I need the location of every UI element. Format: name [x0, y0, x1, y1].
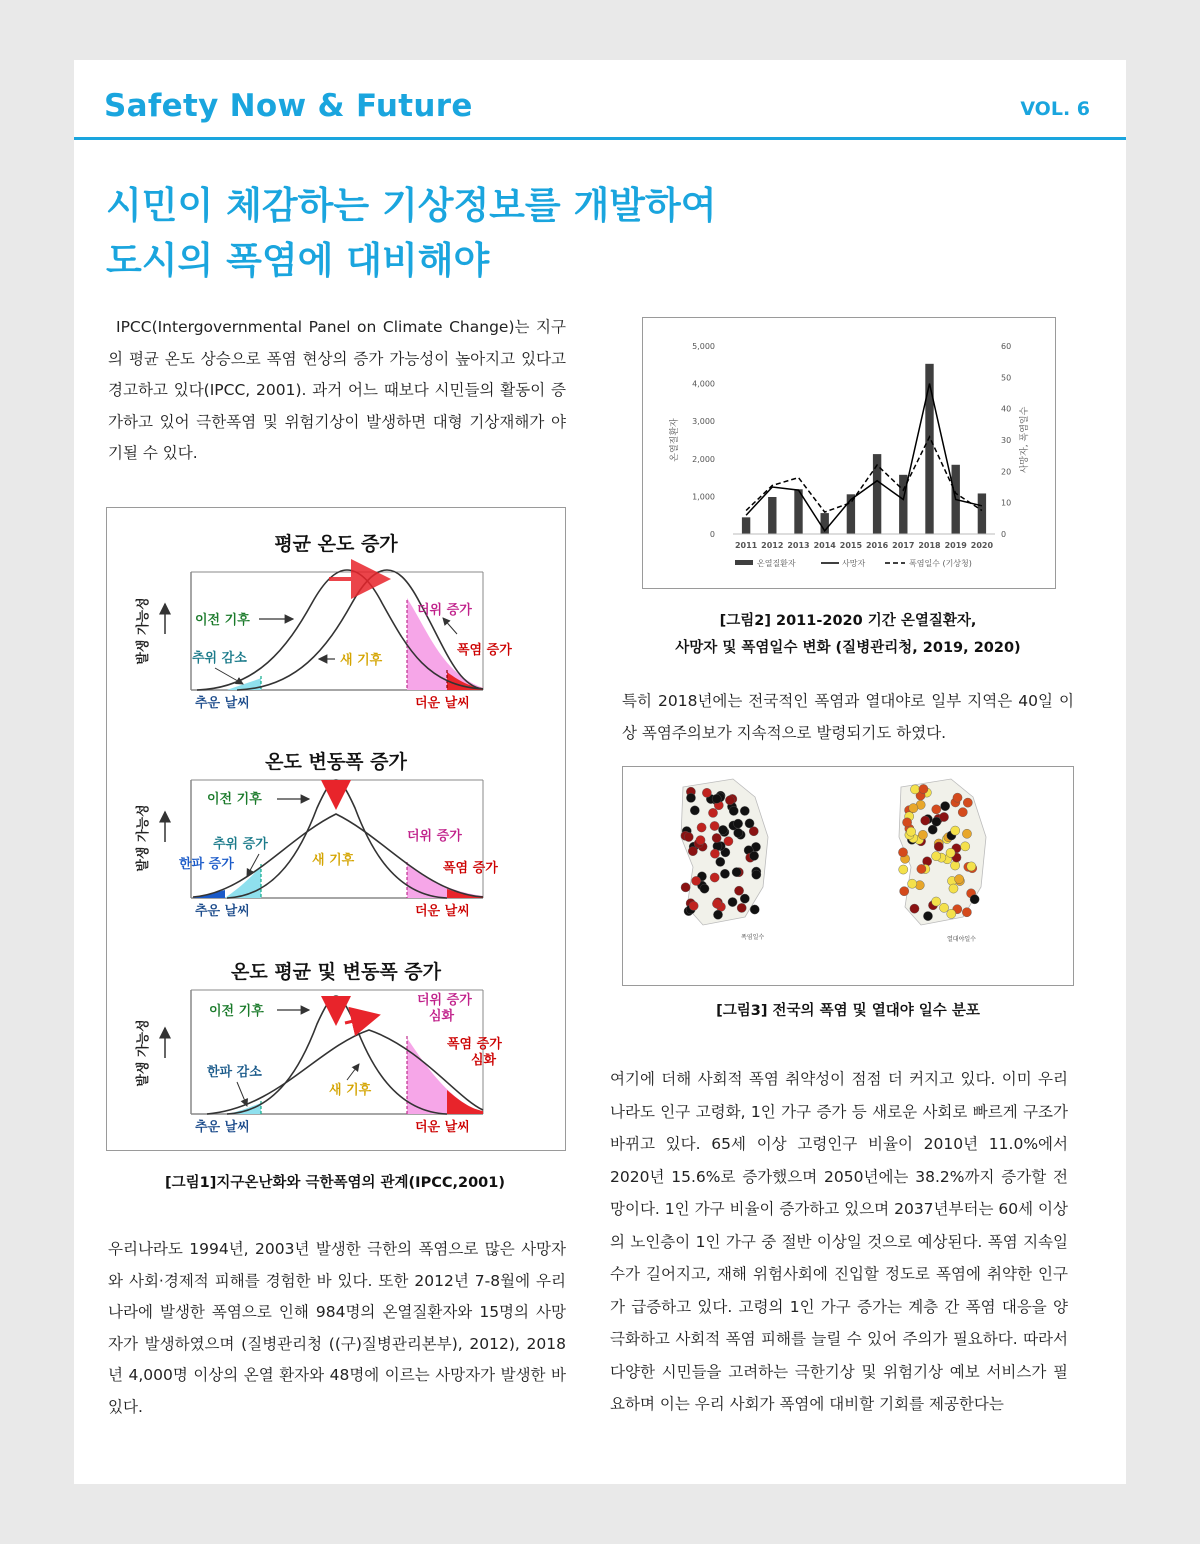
figure-2-caption-line-1: [그림2] 2011-2020 기간 온열질환자, — [719, 613, 977, 629]
legend-label-deaths: 사망자 — [842, 559, 866, 568]
tropical-nights-map — [898, 779, 986, 943]
panel2-title: 온도 변동폭 증가 — [265, 751, 407, 773]
map-marker — [710, 873, 719, 882]
y2-tick-label: 20 — [1001, 467, 1012, 477]
panel1-cold-dec: 추위 감소 — [192, 651, 247, 666]
panel1-new-label: 새 기후 — [340, 653, 383, 668]
x-tick-label: 2013 — [787, 541, 810, 550]
map-marker — [917, 864, 926, 873]
figure-1-caption: [그림1]지구온난화와 극한폭염의 관계(IPCC,2001) — [165, 1175, 505, 1191]
map-marker — [728, 897, 737, 906]
y-tick-label: 0 — [709, 530, 715, 539]
map-marker — [970, 895, 979, 904]
map-marker — [686, 793, 695, 802]
x-tick-label: 2020 — [970, 541, 994, 550]
y-tick-label: 3,000 — [692, 417, 715, 427]
y2-tick-label: 60 — [1001, 342, 1012, 351]
map-marker — [932, 897, 941, 906]
map-marker — [692, 876, 701, 885]
series-line-heatwave-days — [746, 437, 982, 512]
article-headline — [106, 178, 717, 288]
legend-label-heatwave-days: 폭염일수 (기상청) — [909, 559, 972, 568]
map-marker — [939, 903, 948, 912]
magazine-title: Safety Now & Future — [104, 88, 473, 124]
panel1-heat-inc: 폭염 증가 — [457, 643, 512, 658]
x-tick-label: 2015 — [839, 541, 863, 550]
header-rule — [74, 137, 1126, 140]
map-marker — [951, 861, 960, 870]
map-marker — [712, 833, 721, 842]
map-marker — [732, 867, 741, 876]
panel3-cold-wave: 한파 감소 — [207, 1065, 262, 1080]
headline-line-1: 시민이 체감하는 기상정보를 개발하여 — [106, 184, 717, 227]
y2-tick-label: 10 — [1001, 498, 1012, 508]
map-marker — [953, 793, 962, 802]
panel3-hot-inc-2: 심화 — [429, 1009, 455, 1024]
heatwave-2018-paragraph: 특히 2018년에는 전국적인 폭염과 열대야로 일부 지역은 40일 이상 폭염주의보가 지속적으로 발령되기도 하였다. — [622, 692, 1074, 742]
y2-axis-label: 사망자, 폭염일수 — [1020, 406, 1030, 474]
map-marker — [941, 802, 950, 811]
map-marker — [745, 819, 754, 828]
volume-label: VOL. 6 — [1020, 98, 1090, 120]
map-marker — [923, 911, 932, 920]
panel2-cold-wave: 한파 증가 — [179, 857, 234, 872]
map-marker — [932, 805, 941, 814]
x-tick-label: 2017 — [892, 541, 915, 550]
y-tick-label: 5,000 — [692, 342, 715, 351]
panel1-ylabel: 발생 가능성 — [136, 597, 151, 665]
map-marker — [967, 862, 976, 871]
panel2-cold-day: 추운 날씨 — [195, 904, 250, 919]
map-marker — [737, 903, 746, 912]
map-marker — [697, 823, 706, 832]
panel3-cold-day: 추운 날씨 — [195, 1120, 250, 1135]
map-marker — [918, 830, 927, 839]
y-tick-label: 2,000 — [692, 454, 715, 464]
figure-2-caption-line-2: 사망자 및 폭염일수 변화 (질병관리청, 2019, 2020) — [675, 640, 1021, 656]
map-marker — [898, 848, 907, 857]
map-marker — [962, 908, 971, 917]
map-marker — [908, 879, 917, 888]
map-marker — [934, 842, 943, 851]
map-marker — [725, 796, 734, 805]
legend-swatch-bar — [735, 560, 753, 565]
legend-label-patients: 온열질환자 — [757, 559, 796, 568]
figure-1 — [106, 507, 566, 1151]
map-marker — [962, 829, 971, 838]
y2-tick-label: 50 — [1001, 373, 1012, 383]
map-marker — [681, 883, 690, 892]
map-marker — [949, 884, 958, 893]
map-marker — [689, 901, 698, 910]
panel2-heat-inc: 폭염 증가 — [443, 861, 498, 876]
figure-1-diagram — [107, 508, 565, 1150]
panel1-cold-day: 추운 날씨 — [195, 696, 250, 711]
panel1-title: 평균 온도 증가 — [274, 533, 398, 555]
map-marker — [900, 887, 909, 896]
panel3-heat-inc-1: 폭염 증가 — [447, 1037, 502, 1052]
panel3-hot-day: 더운 날씨 — [415, 1120, 470, 1135]
panel2-prev-label: 이전 기후 — [207, 792, 262, 807]
map-marker — [700, 884, 709, 893]
map-marker — [932, 852, 941, 861]
map-marker — [690, 806, 699, 815]
panel1-hot-day: 더운 날씨 — [415, 696, 470, 711]
map-marker — [910, 785, 919, 794]
y-axis-label: 온열질환자 — [670, 418, 680, 462]
map-marker — [729, 806, 738, 815]
map-marker — [961, 842, 970, 851]
figure-3-caption: [그림3] 전국의 폭염 및 열대야 일수 분포 — [716, 1003, 980, 1019]
panel3-new-label: 새 기후 — [329, 1083, 372, 1098]
bar-2020 — [978, 493, 986, 534]
map-marker — [752, 870, 761, 879]
map-marker — [712, 899, 721, 908]
map-marker — [951, 826, 960, 835]
map-marker — [910, 904, 919, 913]
figure-2-chart — [643, 318, 1055, 588]
page — [74, 60, 1126, 1484]
map-marker — [718, 825, 727, 834]
map-marker — [902, 818, 911, 827]
map-marker — [702, 788, 711, 797]
map-marker — [740, 894, 749, 903]
vulnerability-paragraph: 여기에 더해 사회적 폭염 취약성이 점점 더 커지고 있다. 이미 우리나라도 인구 고령화, 1인 가구 증가 등 새로운 사회로 빠르게 구조가 바뀌고 있다. 65세 이상 고령인구 비율이 2010년 11.0%에서 2020년 15.6%로 증가했으며 2050년에는 38.2%까지 증가할 전망이다. 1인 가구 비율이 증가하고 있으며 2037년부터는 60세 이상의 노인층이 1인 가구 중 절반 이상일 것으로 예상된다. 폭염 지속일수가 길어지고, 재해 위험사회에 진입할 정도로 폭염에 취약한 인구가 급증하고 있다. 고령의 1인 가구 증가는 계층 간 폭염 대응을 양극화하고 사회적 폭염 피해를 늘릴 수 있어 주의가 필요하다. 따라서 다양한 시민들을 고려하는 극한기상 및 위험기상 예보 서비스가 필요하며 이는 우리 사회가 폭염에 대비할 기회를 제공한다는 — [610, 1070, 1068, 1413]
right-map-label: 열대야일수 — [947, 936, 976, 943]
intro-paragraph: IPCC(Intergovernmental Panel on Climate Change)는 지구의 평균 온도 상승으로 폭염 현상의 증가 가능성이 높아지고 있다고 경고하고 있다(IPCC, 2001). 과거 어느 때보다 시민들의 활동이 증가하고 있어 극한폭염 및 위험기상이 발생하면 대형 기상재해가 야기될 수 있다. — [108, 318, 566, 462]
map-marker — [708, 808, 717, 817]
bar-2018 — [925, 364, 933, 534]
series-line-deaths — [746, 384, 982, 531]
figure-2 — [642, 317, 1056, 589]
map-marker — [688, 847, 697, 856]
map-marker — [932, 817, 941, 826]
y-tick-label: 4,000 — [692, 379, 715, 389]
bar-2011 — [742, 517, 750, 534]
map-marker — [909, 804, 918, 813]
x-tick-label: 2018 — [918, 541, 941, 550]
map-marker — [947, 909, 956, 918]
x-tick-label: 2016 — [865, 541, 889, 550]
map-marker — [696, 836, 705, 845]
map-marker — [710, 849, 719, 858]
x-tick-label: 2014 — [813, 541, 836, 550]
map-marker — [740, 806, 749, 815]
map-marker — [921, 816, 930, 825]
panel2-cold-inc: 추위 증가 — [213, 837, 268, 852]
heatwave-days-map — [681, 779, 768, 941]
panel3-hot-inc-1: 더위 증가 — [417, 993, 472, 1008]
map-marker — [734, 886, 743, 895]
map-marker — [733, 819, 742, 828]
map-marker — [713, 910, 722, 919]
y2-tick-label: 0 — [1001, 530, 1007, 539]
y2-tick-label: 30 — [1001, 436, 1012, 445]
map-marker — [963, 798, 972, 807]
x-tick-label: 2019 — [944, 541, 967, 550]
panel2-hot-day: 더운 날씨 — [415, 904, 470, 919]
map-marker — [958, 808, 967, 817]
panel2-hot-inc: 더위 증가 — [407, 829, 462, 844]
map-marker — [710, 821, 719, 830]
map-marker — [716, 857, 725, 866]
headline-line-2: 도시의 폭염에 대비해야 — [106, 239, 490, 282]
panel2-ylabel: 발생 가능성 — [136, 804, 151, 872]
map-marker — [750, 905, 759, 914]
y2-tick-label: 40 — [1001, 404, 1012, 414]
panel3-heat-inc-2: 심화 — [471, 1053, 497, 1068]
y-tick-label: 1,000 — [692, 492, 715, 502]
map-marker — [684, 832, 693, 841]
map-marker — [955, 874, 964, 883]
figure-3 — [622, 766, 1074, 986]
panel1-prev-label: 이전 기후 — [195, 613, 250, 628]
x-tick-label: 2011 — [734, 541, 758, 550]
panel3-prev-label: 이전 기후 — [209, 1004, 264, 1019]
panel3-ylabel: 발생 가능성 — [136, 1019, 151, 1087]
panel3-title: 온도 평균 및 변동폭 증가 — [231, 961, 441, 983]
bar-2012 — [768, 497, 776, 534]
panel2-new-label: 새 기후 — [312, 853, 355, 868]
figure-3-maps — [623, 767, 1073, 985]
map-marker — [720, 869, 729, 878]
map-marker — [907, 827, 916, 836]
map-marker — [712, 794, 721, 803]
map-marker — [749, 851, 758, 860]
x-tick-label: 2012 — [761, 541, 784, 550]
figure-2-caption — [622, 608, 1074, 662]
history-paragraph: 우리나라도 1994년, 2003년 발생한 극한의 폭염으로 많은 사망자와 사회·경제적 피해를 경험한 바 있다. 또한 2012년 7-8월에 우리나라에 발생한 폭염으로 인해 984명의 온열질환자와 15명의 사망자가 발생하였으며 (질병관리청 ((구)질병관리본부), 2012), 2018년 4,000명 이상의 온열 환자와 48명에 이르는 사망자가 발생한 바 있다. — [108, 1240, 566, 1416]
map-marker — [946, 848, 955, 857]
left-map-label: 폭염일수 — [741, 934, 765, 941]
map-marker — [919, 784, 928, 793]
panel1-hot-inc: 더위 증가 — [417, 603, 472, 618]
map-marker — [899, 865, 908, 874]
map-marker — [734, 828, 743, 837]
